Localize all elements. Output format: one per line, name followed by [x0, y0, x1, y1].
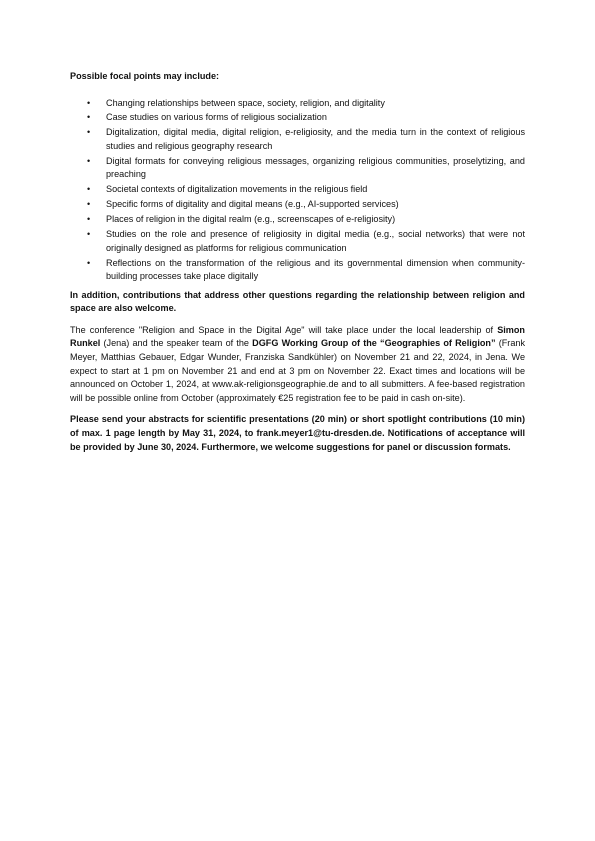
list-item — [70, 198, 525, 212]
list-item-text: Places of religion in the digital realm (e.g., screenscapes of e-religiosity) — [106, 214, 396, 225]
document-page — [70, 70, 525, 462]
bullet-icon: • — [87, 97, 91, 108]
list-item — [70, 213, 525, 227]
bullet-icon: • — [87, 127, 91, 138]
list-item-text: Societal contexts of digitalization movements in the religious field — [106, 184, 368, 195]
list-item-text: Studies on the role and presence of religiosity in digital media (e.g., social networks) that were not originally designed as platforms for religious communication — [106, 229, 525, 253]
bullet-icon: • — [87, 199, 91, 210]
list-item-text: Changing relationships between space, society, religion, and digitality — [106, 97, 385, 108]
list-item — [70, 228, 525, 255]
conference-paragraph — [70, 324, 525, 406]
focal-points-list — [70, 97, 525, 284]
bullet-icon: • — [87, 112, 91, 123]
bullet-icon: • — [87, 257, 91, 268]
list-item — [70, 183, 525, 197]
additional-contributions-paragraph: In addition, contributions that address other questions regarding the relationship between religion and space are also welcome. — [70, 289, 525, 314]
list-item-text: Digitalization, digital media, digital religion, e-religiosity, and the media turn in the context of religious studies and religious geography research — [106, 127, 525, 151]
bullet-icon: • — [87, 229, 91, 240]
list-item-text: Specific forms of digitality and digital means (e.g., AI-supported services) — [106, 199, 399, 210]
list-item — [70, 111, 525, 125]
list-item-text: Reflections on the transformation of the religious and its governmental dimension when community-building processes take place digitally — [106, 257, 525, 282]
list-item-text: Digital formats for conveying religious messages, organizing religious communities, proselytizing, and preaching — [106, 155, 525, 180]
conference-text-2: (Jena) and the speaker team of the — [100, 338, 253, 349]
bullet-icon: • — [87, 155, 91, 166]
focal-points-heading: Possible focal points may include: — [70, 71, 220, 81]
list-item — [70, 126, 525, 153]
leader-name: Simon Runkel — [70, 324, 525, 349]
working-group-name: DGFG Working Group of the “Geographies of Religion” — [252, 338, 496, 349]
bullet-icon: • — [87, 214, 91, 225]
conference-text-1: The conference "Religion and Space in the Digital Age" will take place under the local leadership of — [70, 324, 498, 335]
list-item — [70, 257, 525, 284]
call-for-abstracts-paragraph: Please send your abstracts for scientific presentations (20 min) or short spotlight contributions (10 min) of max. 1 page length by May 31, 2024, to frank.meyer1@tu-dresden.de. Notifications of acceptance will be provided by June 30, 2024. Furthermore, we welcome suggestions for panel or discussion formats. — [70, 414, 525, 452]
list-item — [70, 155, 525, 182]
list-item — [70, 97, 525, 111]
conference-text-3: (Frank Meyer, Matthias Gebauer, Edgar Wunder, Franziska Sandkühler) on November 21 and 22, 2024, in Jena. We expect to start at 1 pm on November 21 and end at 3 pm on November 22. Exact times and locations will be announced on October 1, 2024, at www.ak-religionsgeographie.de and to all submitters. A fee-based registration will be possible online from October (approximately €25 registration fee to be paid in cash on-site). — [70, 338, 525, 403]
list-item-text: Case studies on various forms of religious socialization — [106, 112, 327, 123]
bullet-icon: • — [87, 184, 91, 195]
